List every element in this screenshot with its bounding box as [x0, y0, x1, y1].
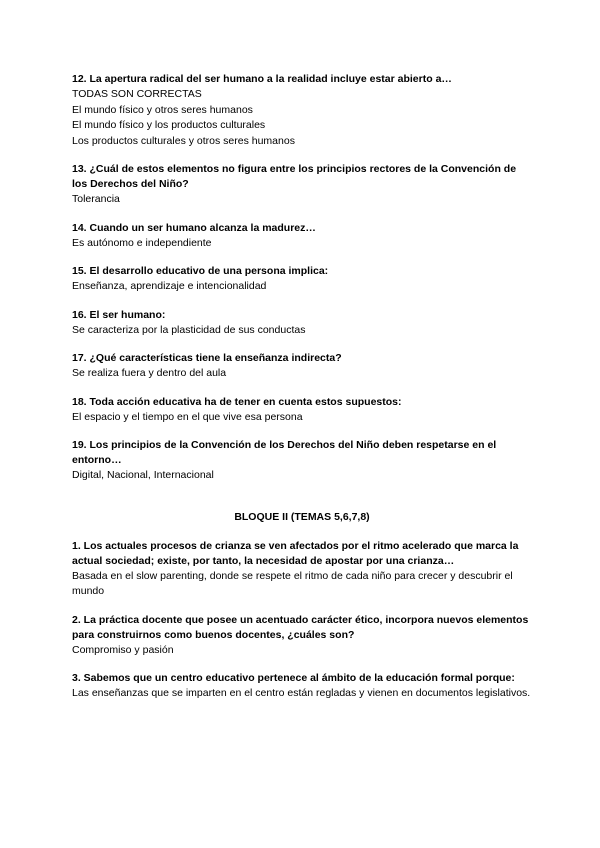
- answer-text: Tolerancia: [72, 193, 120, 205]
- answer-text: El mundo físico y otros seres humanos: [72, 103, 253, 116]
- question-item: [72, 162, 532, 208]
- answer-text: Compromiso y pasión: [72, 643, 174, 656]
- question-text: 15. El desarrollo educativo de una persona implica:: [72, 265, 329, 277]
- question-text: 2. La práctica docente que posee un acentuado carácter ético, incorpora nuevos elementos para construirnos como buenos docentes, ¿cuáles son?: [72, 613, 529, 641]
- question-item: [72, 438, 532, 484]
- question-item: [72, 395, 532, 426]
- question-item: [72, 351, 532, 382]
- answer-text: Enseñanza, aprendizaje e intencionalidad: [72, 280, 267, 292]
- question-item: [72, 72, 532, 149]
- answer-text: Se caracteriza por la plasticidad de sus conductas: [72, 323, 306, 336]
- question-text: 13. ¿Cuál de estos elementos no figura entre los principios rectores de la Convención de los Derechos del Niño?: [72, 163, 517, 190]
- question-text: 1. Los actuales procesos de crianza se ven afectados por el ritmo acelerado que marca la actual sociedad; existe, por tanto, la necesidad de apostar por una crianza…: [72, 539, 519, 567]
- answer-text: Basada en el slow parenting, donde se respete el ritmo de cada niño para crecer y descubrir el mundo: [72, 569, 513, 597]
- question-text: 14. Cuando un ser humano alcanza la madurez…: [72, 221, 316, 234]
- question-item: [72, 613, 532, 659]
- question-item: [72, 539, 532, 600]
- block-2-heading: BLOQUE II (TEMAS 5,6,7,8): [234, 510, 370, 523]
- question-text: 18. Toda acción educativa ha de tener en cuenta estos supuestos:: [72, 395, 402, 408]
- question-item: [72, 221, 532, 252]
- block-2-questions: [72, 539, 532, 702]
- answer-text: Los productos culturales y otros seres humanos: [72, 134, 295, 147]
- question-item: [72, 264, 532, 295]
- block-1-questions: [72, 72, 532, 484]
- document-page: [72, 72, 532, 715]
- answer-text: El mundo físico y los productos culturales: [72, 119, 266, 131]
- answer-text: El espacio y el tiempo en el que vive esa persona: [72, 410, 303, 423]
- question-item: [72, 671, 532, 702]
- answer-text: Es autónomo e independiente: [72, 236, 212, 249]
- question-text: 17. ¿Qué características tiene la enseñanza indirecta?: [72, 352, 342, 364]
- question-text: 3. Sabemos que un centro educativo pertenece al ámbito de la educación formal porque:: [72, 672, 515, 684]
- answer-text: Se realiza fuera y dentro del aula: [72, 367, 227, 379]
- question-item: [72, 308, 532, 339]
- answer-text: Las enseñanzas que se imparten en el centro están regladas y vienen en documentos legislativos.: [72, 687, 531, 699]
- question-text: 12. La apertura radical del ser humano a la realidad incluye estar abierto a…: [72, 73, 452, 85]
- answer-text: TODAS SON CORRECTAS: [72, 88, 202, 100]
- question-text: 19. Los principios de la Convención de los Derechos del Niño deben respetarse en el entorno…: [72, 439, 497, 466]
- question-text: 16. El ser humano:: [72, 308, 166, 321]
- answer-text: Digital, Nacional, Internacional: [72, 469, 214, 481]
